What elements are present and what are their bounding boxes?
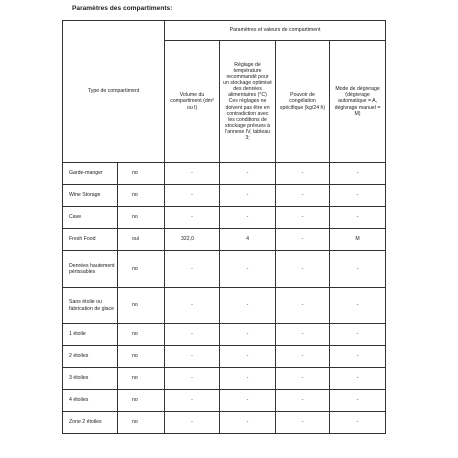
row-volume: - bbox=[165, 163, 220, 185]
header-volume: Volume du compartiment (dm³ ou l) bbox=[165, 41, 220, 163]
row-temperature: - bbox=[220, 368, 276, 390]
header-parameters-group: Paramètres et valeurs de compartiment bbox=[165, 21, 386, 41]
row-name: Wine Storage bbox=[63, 185, 118, 207]
table-row bbox=[63, 251, 386, 288]
row-name: 1 étoile bbox=[63, 324, 118, 346]
row-defrost: M bbox=[330, 229, 386, 251]
compartment-parameters-table bbox=[62, 20, 386, 434]
row-defrost: - bbox=[330, 346, 386, 368]
row-present: oui bbox=[118, 229, 165, 251]
header-compartment-type: Type de compartiment bbox=[63, 21, 165, 163]
row-temperature: - bbox=[220, 207, 276, 229]
table-row bbox=[63, 412, 386, 434]
row-present: no bbox=[118, 412, 165, 434]
row-temperature: - bbox=[220, 412, 276, 434]
table-row bbox=[63, 185, 386, 207]
row-name: Denrées hautement périssables bbox=[63, 251, 118, 288]
row-name: Cave bbox=[63, 207, 118, 229]
row-temperature: - bbox=[220, 346, 276, 368]
row-freezing: - bbox=[276, 390, 330, 412]
row-volume: - bbox=[165, 390, 220, 412]
row-name: 2 étoiles bbox=[63, 346, 118, 368]
row-present: no bbox=[118, 163, 165, 185]
table-row bbox=[63, 288, 386, 324]
row-freezing: - bbox=[276, 163, 330, 185]
row-defrost: - bbox=[330, 390, 386, 412]
table-row bbox=[63, 229, 386, 251]
row-present: no bbox=[118, 368, 165, 390]
row-freezing: - bbox=[276, 368, 330, 390]
page-title: Paramètres des compartiments: bbox=[72, 5, 173, 12]
row-temperature: - bbox=[220, 251, 276, 288]
row-temperature: - bbox=[220, 390, 276, 412]
row-name: 3 étoiles bbox=[63, 368, 118, 390]
row-volume: - bbox=[165, 288, 220, 324]
row-freezing: - bbox=[276, 207, 330, 229]
row-present: no bbox=[118, 390, 165, 412]
row-defrost: - bbox=[330, 207, 386, 229]
row-name: Fresh Food bbox=[63, 229, 118, 251]
row-temperature: - bbox=[220, 185, 276, 207]
row-freezing: - bbox=[276, 346, 330, 368]
header-freezing-capacity: Pouvoir de congélation spécifique (kg/24 h) bbox=[276, 41, 330, 163]
row-volume: - bbox=[165, 412, 220, 434]
row-freezing: - bbox=[276, 251, 330, 288]
table-row bbox=[63, 390, 386, 412]
row-freezing: - bbox=[276, 324, 330, 346]
row-defrost: - bbox=[330, 324, 386, 346]
table-row bbox=[63, 368, 386, 390]
row-volume: - bbox=[165, 185, 220, 207]
row-volume: - bbox=[165, 207, 220, 229]
header-defrost-mode: Mode de dégivrage (dégivrage automatique = A, dégivrage manuel = M) bbox=[330, 41, 386, 163]
table-header-row bbox=[63, 21, 386, 41]
table-row bbox=[63, 346, 386, 368]
row-name: Garde-manger bbox=[63, 163, 118, 185]
row-present: no bbox=[118, 324, 165, 346]
row-present: no bbox=[118, 346, 165, 368]
table-row bbox=[63, 163, 386, 185]
row-defrost: - bbox=[330, 412, 386, 434]
row-present: no bbox=[118, 185, 165, 207]
row-name: Zone 2 étoiles bbox=[63, 412, 118, 434]
row-name: 4 étoiles bbox=[63, 390, 118, 412]
table-row bbox=[63, 324, 386, 346]
row-temperature: - bbox=[220, 288, 276, 324]
row-defrost: - bbox=[330, 288, 386, 324]
row-volume: - bbox=[165, 368, 220, 390]
row-defrost: - bbox=[330, 163, 386, 185]
row-temperature: - bbox=[220, 324, 276, 346]
row-freezing: - bbox=[276, 412, 330, 434]
row-defrost: - bbox=[330, 251, 386, 288]
row-temperature: 4 bbox=[220, 229, 276, 251]
table-row bbox=[63, 207, 386, 229]
row-present: no bbox=[118, 251, 165, 288]
row-present: no bbox=[118, 288, 165, 324]
row-present: no bbox=[118, 207, 165, 229]
row-volume: - bbox=[165, 324, 220, 346]
row-volume: - bbox=[165, 346, 220, 368]
row-volume: - bbox=[165, 251, 220, 288]
row-volume: 322,0 bbox=[165, 229, 220, 251]
row-freezing: - bbox=[276, 185, 330, 207]
row-freezing: - bbox=[276, 288, 330, 324]
row-defrost: - bbox=[330, 185, 386, 207]
row-defrost: - bbox=[330, 368, 386, 390]
row-freezing: - bbox=[276, 229, 330, 251]
header-temperature-setting: Réglage de température recommandé pour un stockage optimisé des denrées alimentaires (°C) Ces réglages ne doivent pas être en contradiction avec les conditions de stockage prévues à l'annexe IV, tableau 3; bbox=[220, 41, 276, 163]
row-temperature: - bbox=[220, 163, 276, 185]
row-name: Sans étoile ou fabrication de glace bbox=[63, 288, 118, 324]
